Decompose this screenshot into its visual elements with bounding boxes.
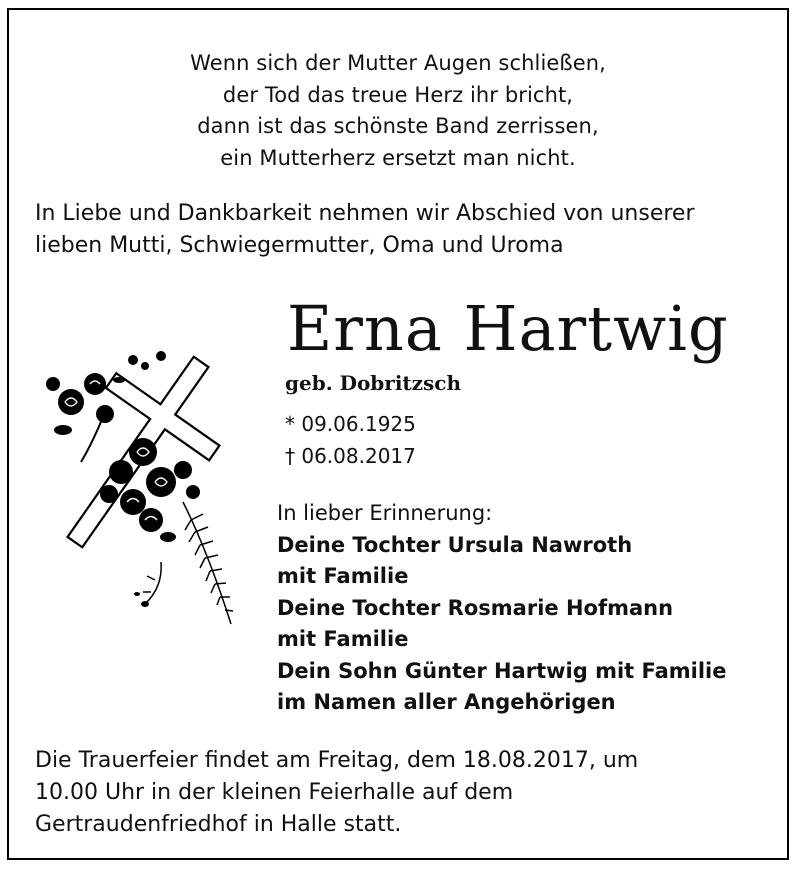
memorial-poem — [9, 48, 787, 174]
funeral-line: Die Trauerfeier findet am Freitag, dem 18.08.2017, um — [35, 748, 639, 773]
mourner-line: Dein Sohn Günter Hartwig mit Familie — [277, 658, 727, 683]
life-dates — [285, 408, 416, 472]
poem-line: Wenn sich der Mutter Augen schließen, — [190, 51, 606, 75]
death-date: † 06.08.2017 — [285, 444, 416, 468]
mourner-line: mit Familie — [277, 564, 409, 588]
mourner-line: Deine Tochter Ursula Nawroth — [277, 532, 633, 557]
intro-line: lieben Mutti, Schwiegermutter, Oma und Uroma — [35, 233, 564, 258]
intro-text — [35, 198, 785, 262]
poem-line: dann ist das schönste Band zerrissen, — [197, 114, 599, 138]
poem-line: ein Mutterherz ersetzt man nicht. — [220, 145, 576, 170]
poem-line: der Tod das treue Herz ihr bricht, — [222, 82, 574, 107]
cross-with-roses-icon — [33, 342, 243, 632]
mourners-list — [277, 498, 727, 719]
obituary-notice — [7, 8, 789, 860]
funeral-line: 10.00 Uhr in der kleinen Feierhalle auf dem — [35, 780, 514, 805]
birth-name: geb. Dobritzsch — [285, 371, 461, 395]
mourner-line: Deine Tochter Rosmarie Hofmann — [277, 595, 674, 620]
birth-date: * 09.06.1925 — [285, 412, 416, 436]
intro-line: In Liebe und Dankbarkeit nehmen wir Abschied von unserer — [35, 201, 695, 226]
mourner-line: mit Familie — [277, 627, 409, 651]
funeral-info — [35, 745, 785, 841]
mourner-line: im Namen aller Angehörigen — [277, 690, 616, 714]
remembrance-heading: In lieber Erinnerung: — [277, 501, 493, 525]
deceased-name: Erna Hartwig — [287, 292, 729, 365]
funeral-line: Gertraudenfriedhof in Halle statt. — [35, 812, 402, 837]
